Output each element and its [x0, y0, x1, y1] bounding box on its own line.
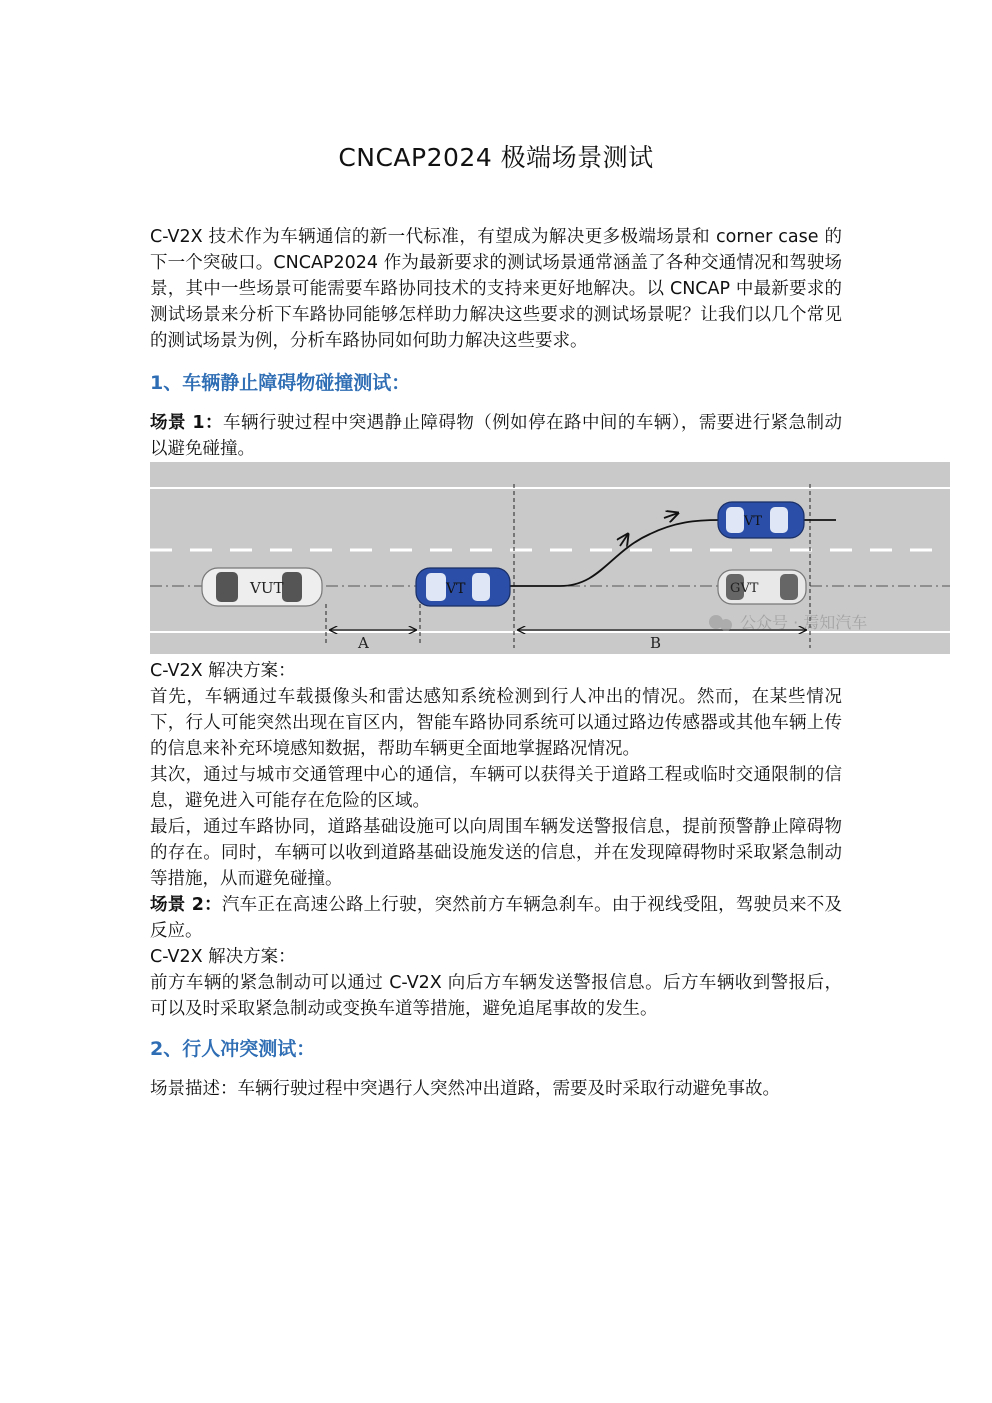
- scene-1-label: 场景 1：: [150, 413, 224, 433]
- dim-b-label: B: [650, 634, 662, 652]
- intro-paragraph: C-V2X 技术作为车辆通信的新一代标准，有望成为解决更多极端场景和 corner case 的下一个突破口。CNCAP2024 作为最新要求的测试场景通常涵盖了各种交通情况和驾驶场景，其中一些场景可能需要车路协同技术的支持来更好地解决。以 CNCAP 中最新要求的测试场景来分析下车路协同能够怎样助力解决这些要求的测试场景呢？让我们以几个常见的测试场景为例，分析车路协同如何助力解决这些要求。: [150, 227, 842, 351]
- vut-label: VUT: [250, 579, 284, 597]
- section-1-heading: 1、车辆静止障碍物碰撞测试：: [150, 372, 411, 394]
- scenario-diagram-svg: [150, 462, 950, 654]
- page-title: CNCAP2024 极端场景测试: [338, 143, 654, 172]
- vt-car-lane-change: [718, 502, 804, 538]
- section-2-description: 场景描述：车辆行驶过程中突遇行人突然冲出道路，需要及时采取行动避免事故。: [150, 1079, 780, 1099]
- scene-2-text: 汽车正在高速公路上行驶，突然前方车辆急刹车。由于视线受阻，驾驶员来不及反应。: [150, 895, 842, 941]
- solution-paragraph-3: 最后，通过车路协同，道路基础设施可以向周围车辆发送警报信息，提前预警静止障碍物的存在。同时，车辆可以收到道路基础设施发送的信息，并在发现障碍物时采取紧急制动等措施，从而避免碰撞。: [150, 817, 842, 889]
- vt-label-right: VT: [744, 514, 763, 529]
- solution-label-2: C-V2X 解决方案：: [150, 947, 296, 967]
- dim-a-label: A: [358, 634, 369, 652]
- scene-1-text: 车辆行驶过程中突遇静止障碍物（例如停在路中间的车辆），需要进行紧急制动以避免碰撞。: [150, 413, 842, 459]
- solution-paragraph-2: 其次，通过与城市交通管理中心的通信，车辆可以获得关于道路工程或临时交通限制的信息，避免进入可能存在危险的区域。: [150, 765, 842, 811]
- solution-paragraph-4: 前方车辆的紧急制动可以通过 C-V2X 向后方车辆发送警报信息。后方车辆收到警报后，可以及时采取紧急制动或变换车道等措施，避免追尾事故的发生。: [150, 973, 842, 1019]
- scene-2-label: 场景 2：: [150, 895, 222, 915]
- vt-label-left: VT: [446, 581, 466, 597]
- section-2-heading: 2、行人冲突测试：: [150, 1038, 316, 1060]
- watermark-text: 公众号 · 焉知汽车: [740, 613, 868, 632]
- solution-label-1: C-V2X 解决方案：: [150, 661, 296, 681]
- document-body: [150, 224, 868, 1102]
- scene-1-paragraph: [150, 410, 842, 462]
- gvt-label: GVT: [730, 581, 759, 596]
- scenario-diagram: [150, 462, 950, 654]
- solution-paragraph-1: 首先，车辆通过车载摄像头和雷达感知系统检测到行人冲出的情况。然而，在某些情况下，行人可能突然出现在盲区内，智能车路协同系统可以通过路边传感器或其他车辆上传的信息来补充环境感知数据，帮助车辆更全面地掌握路况情况。: [150, 687, 842, 759]
- vut-car: [202, 568, 322, 606]
- vt-car-stationary: [416, 568, 510, 606]
- scene-2-paragraph: [150, 892, 842, 944]
- gvt-car: [718, 570, 806, 604]
